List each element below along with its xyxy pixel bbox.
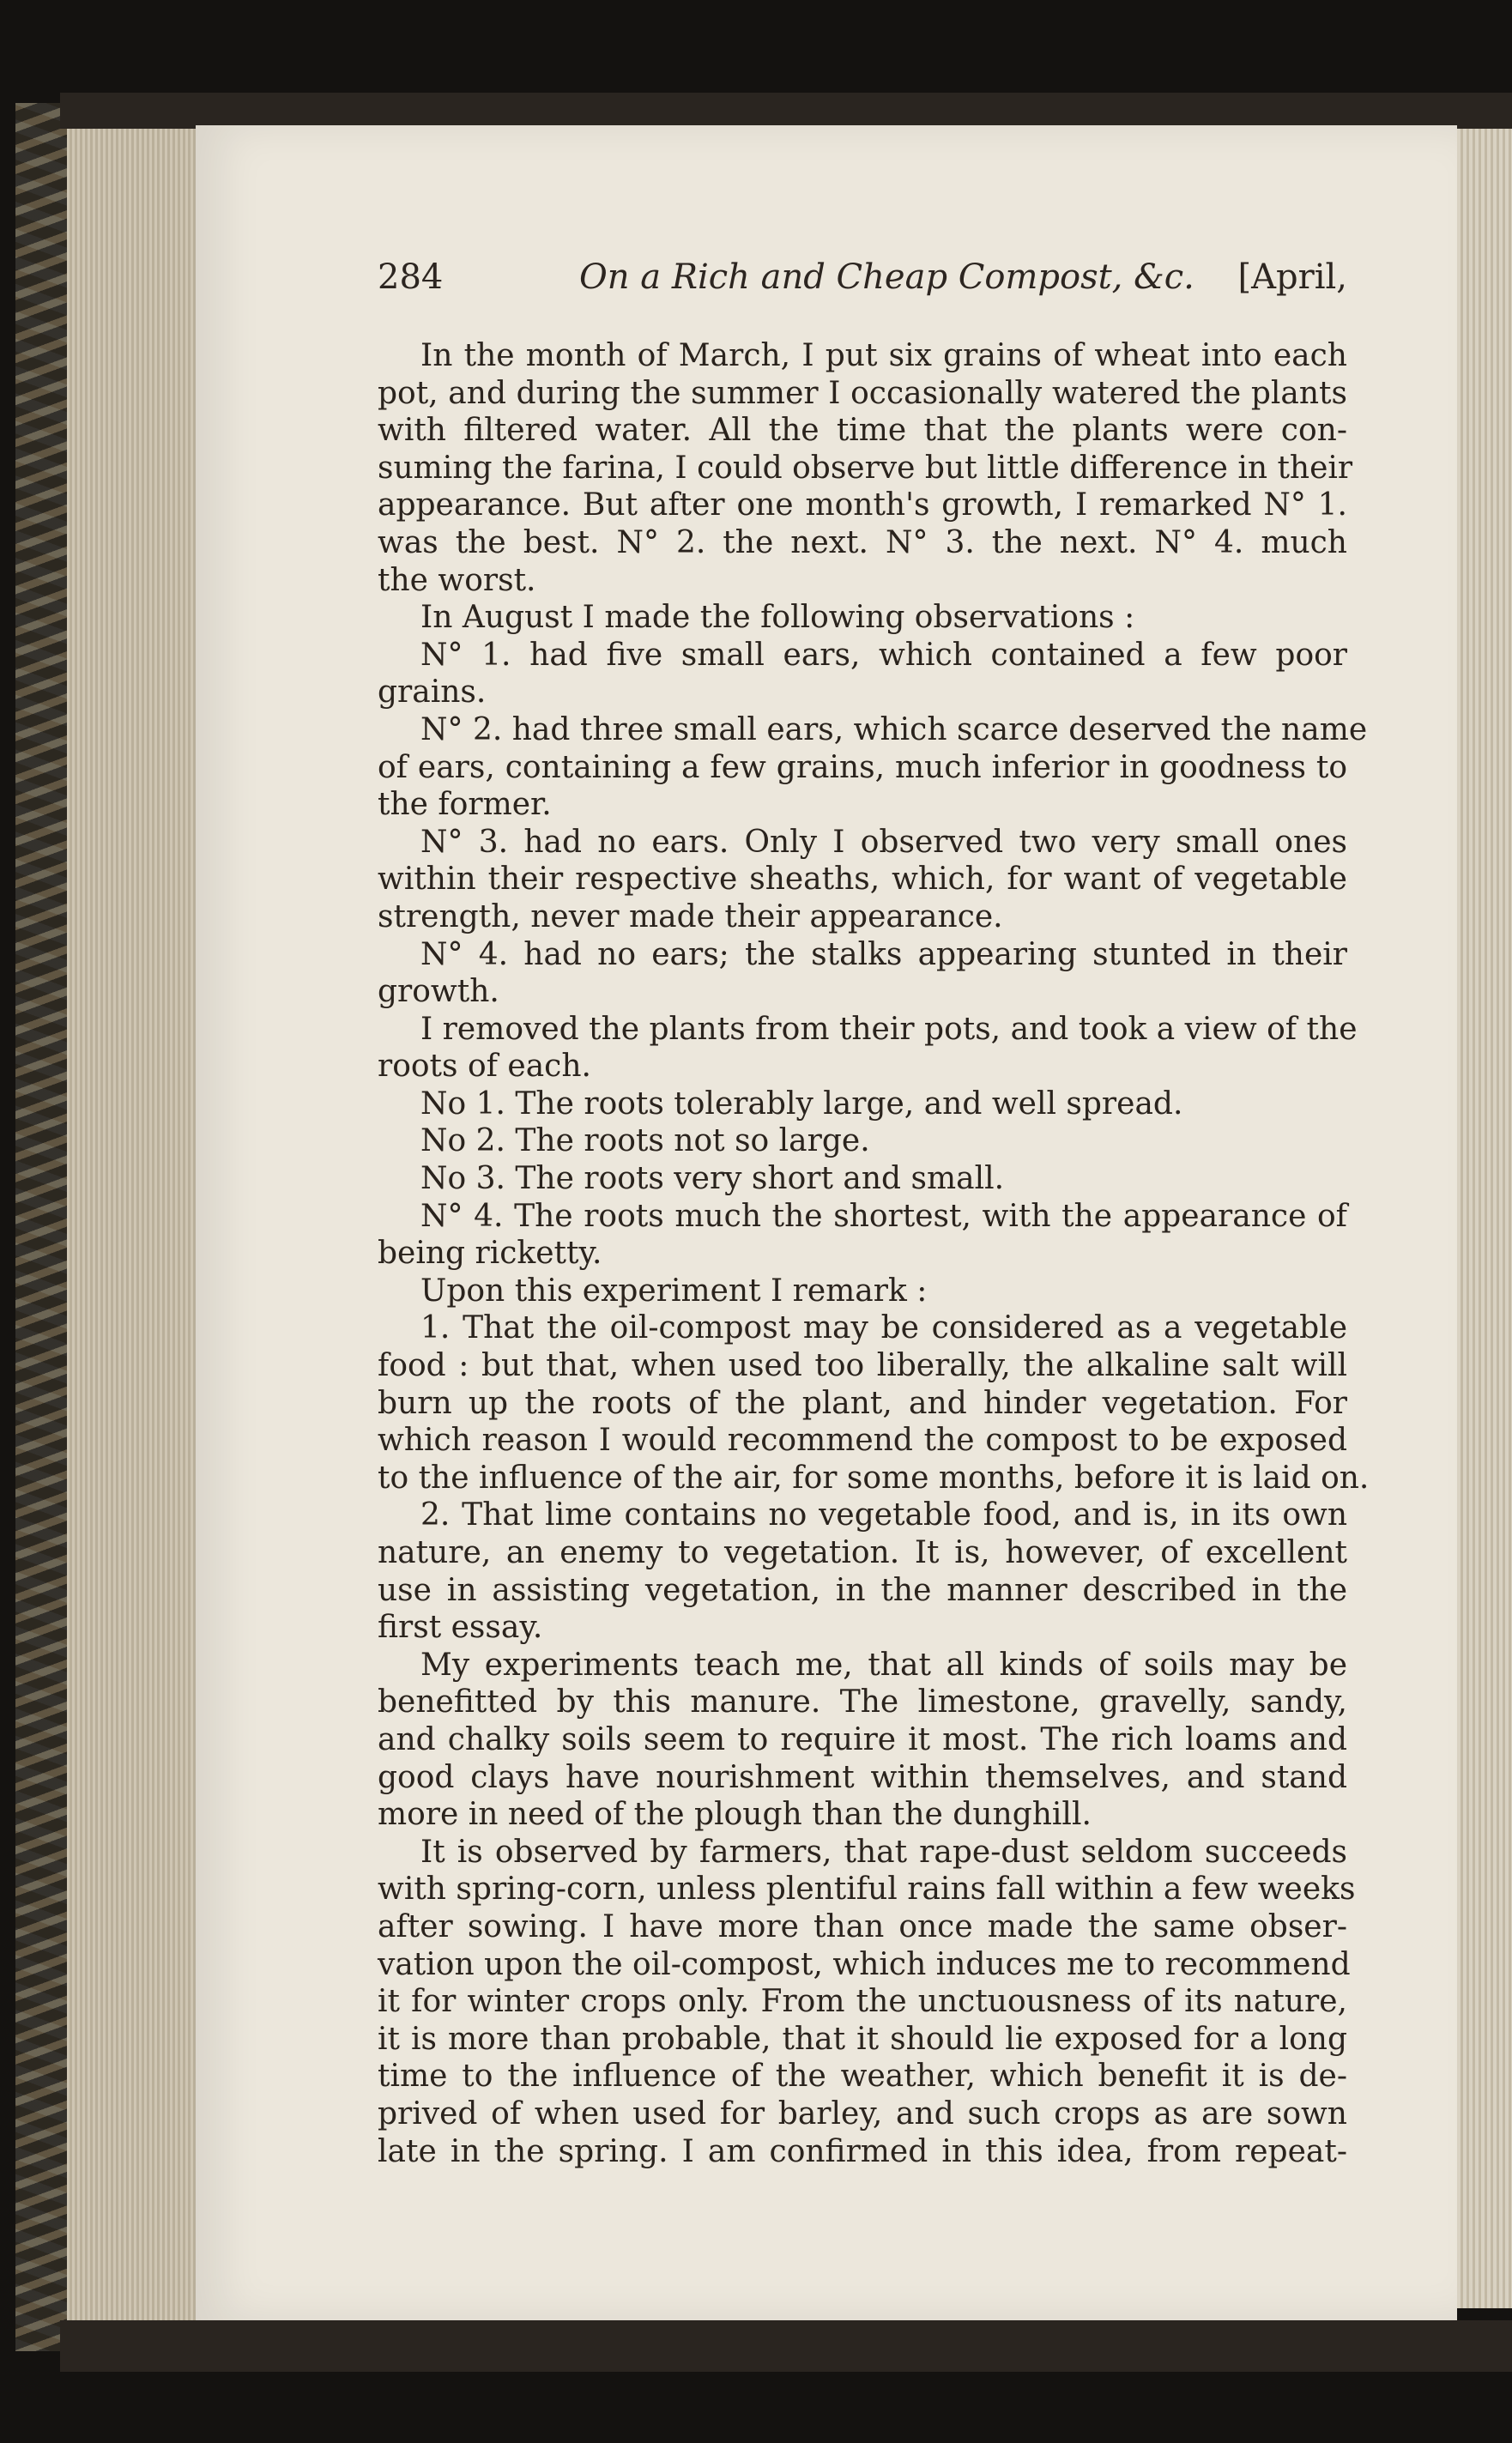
text-line: first essay. bbox=[378, 1610, 543, 1646]
text-line: late in the spring. I am confirmed in this idea, from repeat- bbox=[378, 2133, 1347, 2169]
text-line: N° 4. had no ears; the stalks appearing stunted in their bbox=[420, 936, 1347, 972]
text-line: grains. bbox=[378, 674, 487, 711]
text-line: use in assisting vegetation, in the manner described in the bbox=[378, 1572, 1347, 1608]
text-line: good clays have nourishment within themselves, and stand bbox=[378, 1759, 1347, 1795]
text-line: No 3. The roots very short and small. bbox=[420, 1161, 1005, 1197]
text-line: No 2. The roots not so large. bbox=[420, 1123, 870, 1159]
text-line: N° 4. The roots much the shortest, with the appearance of bbox=[420, 1198, 1347, 1234]
text-line: it is more than probable, that it should lie exposed for a long bbox=[378, 2021, 1347, 2057]
text-line: Upon this experiment I remark : bbox=[420, 1273, 928, 1309]
text-line: after sowing. I have more than once made the same obser- bbox=[378, 1908, 1347, 1944]
text-line: N° 1. had five small ears, which contained a few poor bbox=[420, 637, 1347, 673]
text-line: with spring-corn, unless plentiful rains fall within a few weeks bbox=[378, 1872, 1356, 1908]
text-line: nature, an enemy to vegetation. It is, however, of excellent bbox=[378, 1535, 1347, 1570]
marbled-edge bbox=[15, 103, 67, 2351]
text-line: food : but that, when used too liberally, the alkaline salt will bbox=[378, 1348, 1347, 1384]
text-line: No 1. The roots tolerably large, and well spread. bbox=[420, 1085, 1183, 1122]
text-line: the former. bbox=[378, 787, 552, 823]
text-line: My experiments teach me, that all kinds of soils may be bbox=[420, 1647, 1347, 1683]
text-line: prived of when used for barley, and such crops as are sown bbox=[378, 2095, 1347, 2132]
text-line: within their respective sheaths, which, for want of vegetable bbox=[378, 862, 1347, 898]
text-line: roots of each. bbox=[378, 1049, 591, 1085]
text-line: In the month of March, I put six grains of wheat into each bbox=[420, 338, 1347, 373]
text-line: with filtered water. All the time that the plants were con- bbox=[378, 413, 1347, 449]
text-line: In August I made the following observations : bbox=[420, 600, 1135, 636]
text-line: vation upon the oil-compost, which induces me to recommend bbox=[378, 1946, 1351, 1982]
text-line: 1. That the oil-compost may be considered as a vegetable bbox=[420, 1310, 1347, 1346]
text-line: to the influence of the air, for some months, before it is laid on. bbox=[378, 1460, 1370, 1496]
text-line: being ricketty. bbox=[378, 1236, 602, 1272]
text-line: was the best. N° 2. the next. N° 3. the next. N° 4. much bbox=[378, 524, 1347, 560]
text-line: and chalky soils seem to require it most. The rich loams and bbox=[378, 1721, 1347, 1757]
text-line: appearance. But after one month's growth, I remarked N° 1. bbox=[378, 487, 1347, 523]
text-line: N° 3. had no ears. Only I observed two very small ones bbox=[420, 824, 1347, 860]
page-stack-right bbox=[1457, 129, 1512, 2308]
month-label: [April, bbox=[1237, 257, 1347, 297]
text-line: burn up the roots of the plant, and hinder vegetation. For bbox=[378, 1385, 1347, 1421]
text-line: pot, and during the summer I occasionally watered the plants bbox=[378, 375, 1347, 411]
text-line: more in need of the plough than the dunghill. bbox=[378, 1797, 1092, 1833]
text-line: the worst. bbox=[378, 562, 536, 598]
text-line: which reason I would recommend the compost to be exposed bbox=[378, 1423, 1347, 1459]
text-line: growth. bbox=[378, 974, 499, 1010]
binding-top bbox=[60, 93, 1512, 129]
page-title: On a Rich and Cheap Compost, &c. bbox=[579, 257, 1194, 297]
body-text bbox=[378, 337, 1370, 2170]
text-line: strength, never made their appearance. bbox=[378, 898, 1003, 934]
text-line: N° 2. had three small ears, which scarce deserved the name bbox=[420, 711, 1368, 747]
binding-bottom bbox=[60, 2320, 1512, 2372]
text-line: 2. That lime contains no vegetable food, and is, in its own bbox=[420, 1497, 1347, 1533]
text-line: of ears, containing a few grains, much inferior in goodness to bbox=[378, 749, 1347, 785]
text-line: I removed the plants from their pots, and took a view of the bbox=[420, 1011, 1358, 1047]
page-number: 284 bbox=[378, 257, 444, 297]
text-line: It is observed by farmers, that rape-dust seldom succeeds bbox=[420, 1834, 1347, 1870]
running-head bbox=[378, 257, 1347, 309]
text-line: benefitted by this manure. The limestone, gravelly, sandy, bbox=[378, 1684, 1347, 1720]
text-line: time to the influence of the weather, which benefit it is de- bbox=[378, 2059, 1347, 2095]
text-line: suming the farina, I could observe but little difference in their bbox=[378, 450, 1353, 486]
page-stack-left bbox=[67, 129, 196, 2325]
text-line: it for winter crops only. From the unctuousness of its nature, bbox=[378, 1984, 1347, 2020]
